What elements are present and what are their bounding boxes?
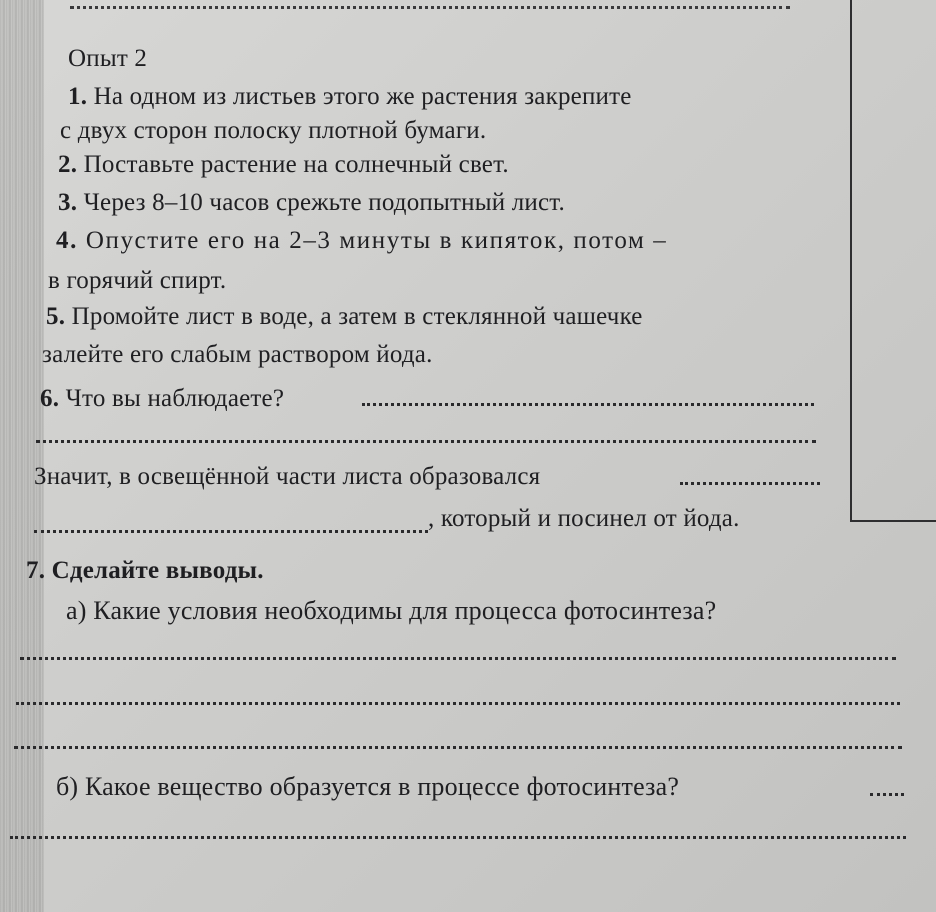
- answer-line[interactable]: [680, 482, 820, 485]
- answer-line[interactable]: [870, 793, 904, 796]
- page-binding-shadow: [0, 0, 44, 912]
- answer-line[interactable]: [10, 836, 906, 839]
- question-title: Сделайте выводы.: [51, 557, 264, 584]
- step-number: 5.: [46, 303, 66, 330]
- answer-line[interactable]: [20, 657, 896, 660]
- step-number: 1.: [68, 83, 88, 110]
- answer-line[interactable]: [14, 746, 902, 749]
- step-5: [46, 302, 643, 332]
- step-number: 3.: [58, 189, 78, 216]
- step-4-continuation: в горячий спирт.: [48, 267, 227, 294]
- step-1: [68, 82, 632, 112]
- step-4: [56, 226, 667, 256]
- question-7a: а) Какие условия необходимы для процесса фотосинтеза?: [66, 596, 717, 625]
- answer-line[interactable]: [362, 403, 814, 406]
- step-text: На одном из листьев этого же растения закрепите: [93, 83, 632, 110]
- step-text: Поставьте растение на солнечный свет.: [83, 151, 509, 178]
- question-7b: б) Какое вещество образуется в процессе фотосинтеза?: [56, 772, 680, 801]
- step-number: 4.: [56, 227, 78, 254]
- question-7: [26, 556, 264, 586]
- conclusion-continuation: , который и посинел от йода.: [428, 505, 740, 532]
- frame-bottom-border: [850, 520, 936, 522]
- answer-line[interactable]: [34, 530, 428, 533]
- step-number: 2.: [58, 151, 78, 178]
- step-text: Промойте лист в воде, а затем в стеклянной чашечке: [71, 303, 643, 330]
- step-text: Через 8–10 часов срежьте подопытный лист.: [83, 189, 565, 216]
- step-2: [58, 150, 509, 180]
- step-text: Опустите его на 2–3 минуты в кипяток, потом –: [85, 227, 668, 254]
- step-6: [40, 384, 284, 414]
- answer-line[interactable]: [36, 440, 816, 443]
- frame-right-border: [850, 0, 852, 520]
- step-text: Что вы наблюдаете?: [65, 385, 285, 412]
- step-5-continuation: залейте его слабым раствором йода.: [42, 341, 433, 368]
- experiment-heading: Опыт 2: [68, 45, 148, 72]
- conclusion-statement: Значит, в освещённой части листа образовался: [34, 463, 541, 490]
- question-number: 7.: [26, 557, 46, 584]
- step-number: 6.: [40, 385, 60, 412]
- step-3: [58, 188, 565, 218]
- top-dotted-rule: [70, 6, 790, 9]
- answer-line[interactable]: [16, 702, 900, 705]
- step-1-continuation: с двух сторон полоску плотной бумаги.: [60, 117, 487, 144]
